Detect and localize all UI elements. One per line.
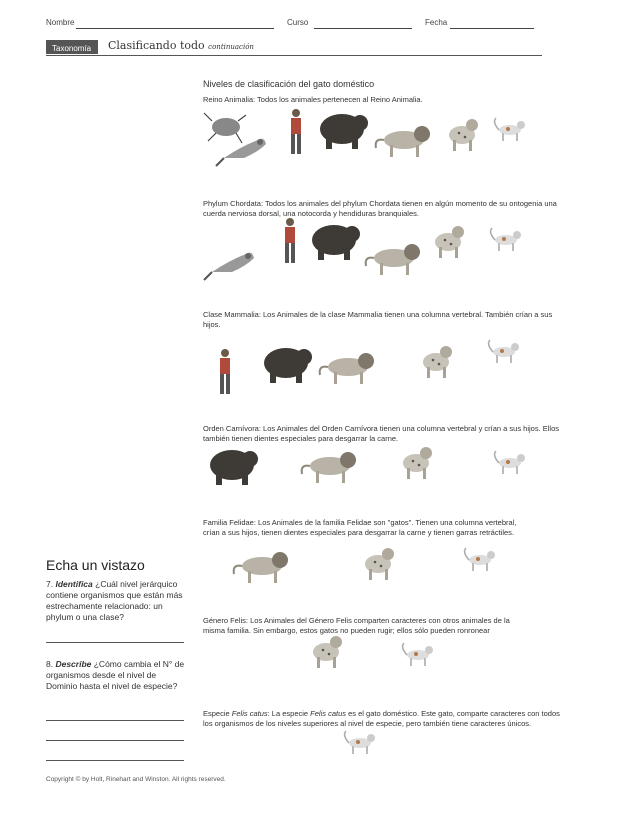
answer-line-8a[interactable] <box>46 720 184 721</box>
fecha-label: Fecha <box>425 18 448 27</box>
level-reino-text: Reino Animalia: Todos los animales pertenecen al Reino Animalia. <box>203 95 423 104</box>
answer-line-8c[interactable] <box>46 760 184 761</box>
answer-line-8b[interactable] <box>46 740 184 741</box>
level-clase-text: Clase Mammalia: Los Animales de la clase Mammalia tienen una columna vertebral. También crían a sus hijos. <box>203 310 553 329</box>
level-orden-text: Orden Carnívora: Los Animales del Orden Carnívora tienen una columna vertebral y crían a sus hijos. Ellos también tienen dientes especiales para desgarrar la carne. <box>203 424 560 443</box>
question-8: 8. Describe ¿Cómo cambia el N° de organismos desde el nivel de Dominio hasta el nivel de especie? <box>46 659 185 691</box>
curso-label: Curso <box>287 18 309 27</box>
levels-title: Niveles de clasificación del gato doméstico <box>203 79 375 89</box>
nombre-label: Nombre <box>46 18 75 27</box>
answer-line-7[interactable] <box>46 642 184 643</box>
level-familia-text: Familia Felidae: Los Animales de la familia Felidae son "gatos". Tienen una columna vertebral, crían a sus hijos, tienen dientes especiales para desgarrar la carne y tienen garras retráctiles. <box>203 518 517 537</box>
copyright: Copyright © by Holt, Rinehart and Winston. All rights reserved. <box>46 776 226 783</box>
echa-un-vistazo-heading: Echa un vistazo <box>46 557 145 573</box>
title-sub: continuación <box>208 43 254 51</box>
question-7: 7. Identifica ¿Cuál nivel jerárquico contiene organismos que están más estrechamente relacionado: un phylum o una clase? <box>46 579 183 622</box>
section-tab: Taxonomía <box>46 40 98 54</box>
level-especie-text: Especie Felis catus: La especie Felis catus es el gato doméstico. Este gato, comparte caracteres con todos los organismos de los niveles superiores al nivel de especie, pero también tiene caracteres únicos. <box>203 709 560 728</box>
level-genero-text: Género Felis: Los Animales del Género Felis comparten caracteres con otros animales de la misma familia. Sin embargo, estos gatos no pueden rugir; ellos sólo pueden ronronear <box>203 616 510 635</box>
level-phylum-text: Phylum Chordata: Todos los animales del phylum Chordata tienen en algún momento de su ontogenia una cuerda nerviosa dorsal, una notocorda y hendiduras branquiales. <box>203 199 557 218</box>
page-title: Clasificando todo continuación <box>108 39 254 52</box>
